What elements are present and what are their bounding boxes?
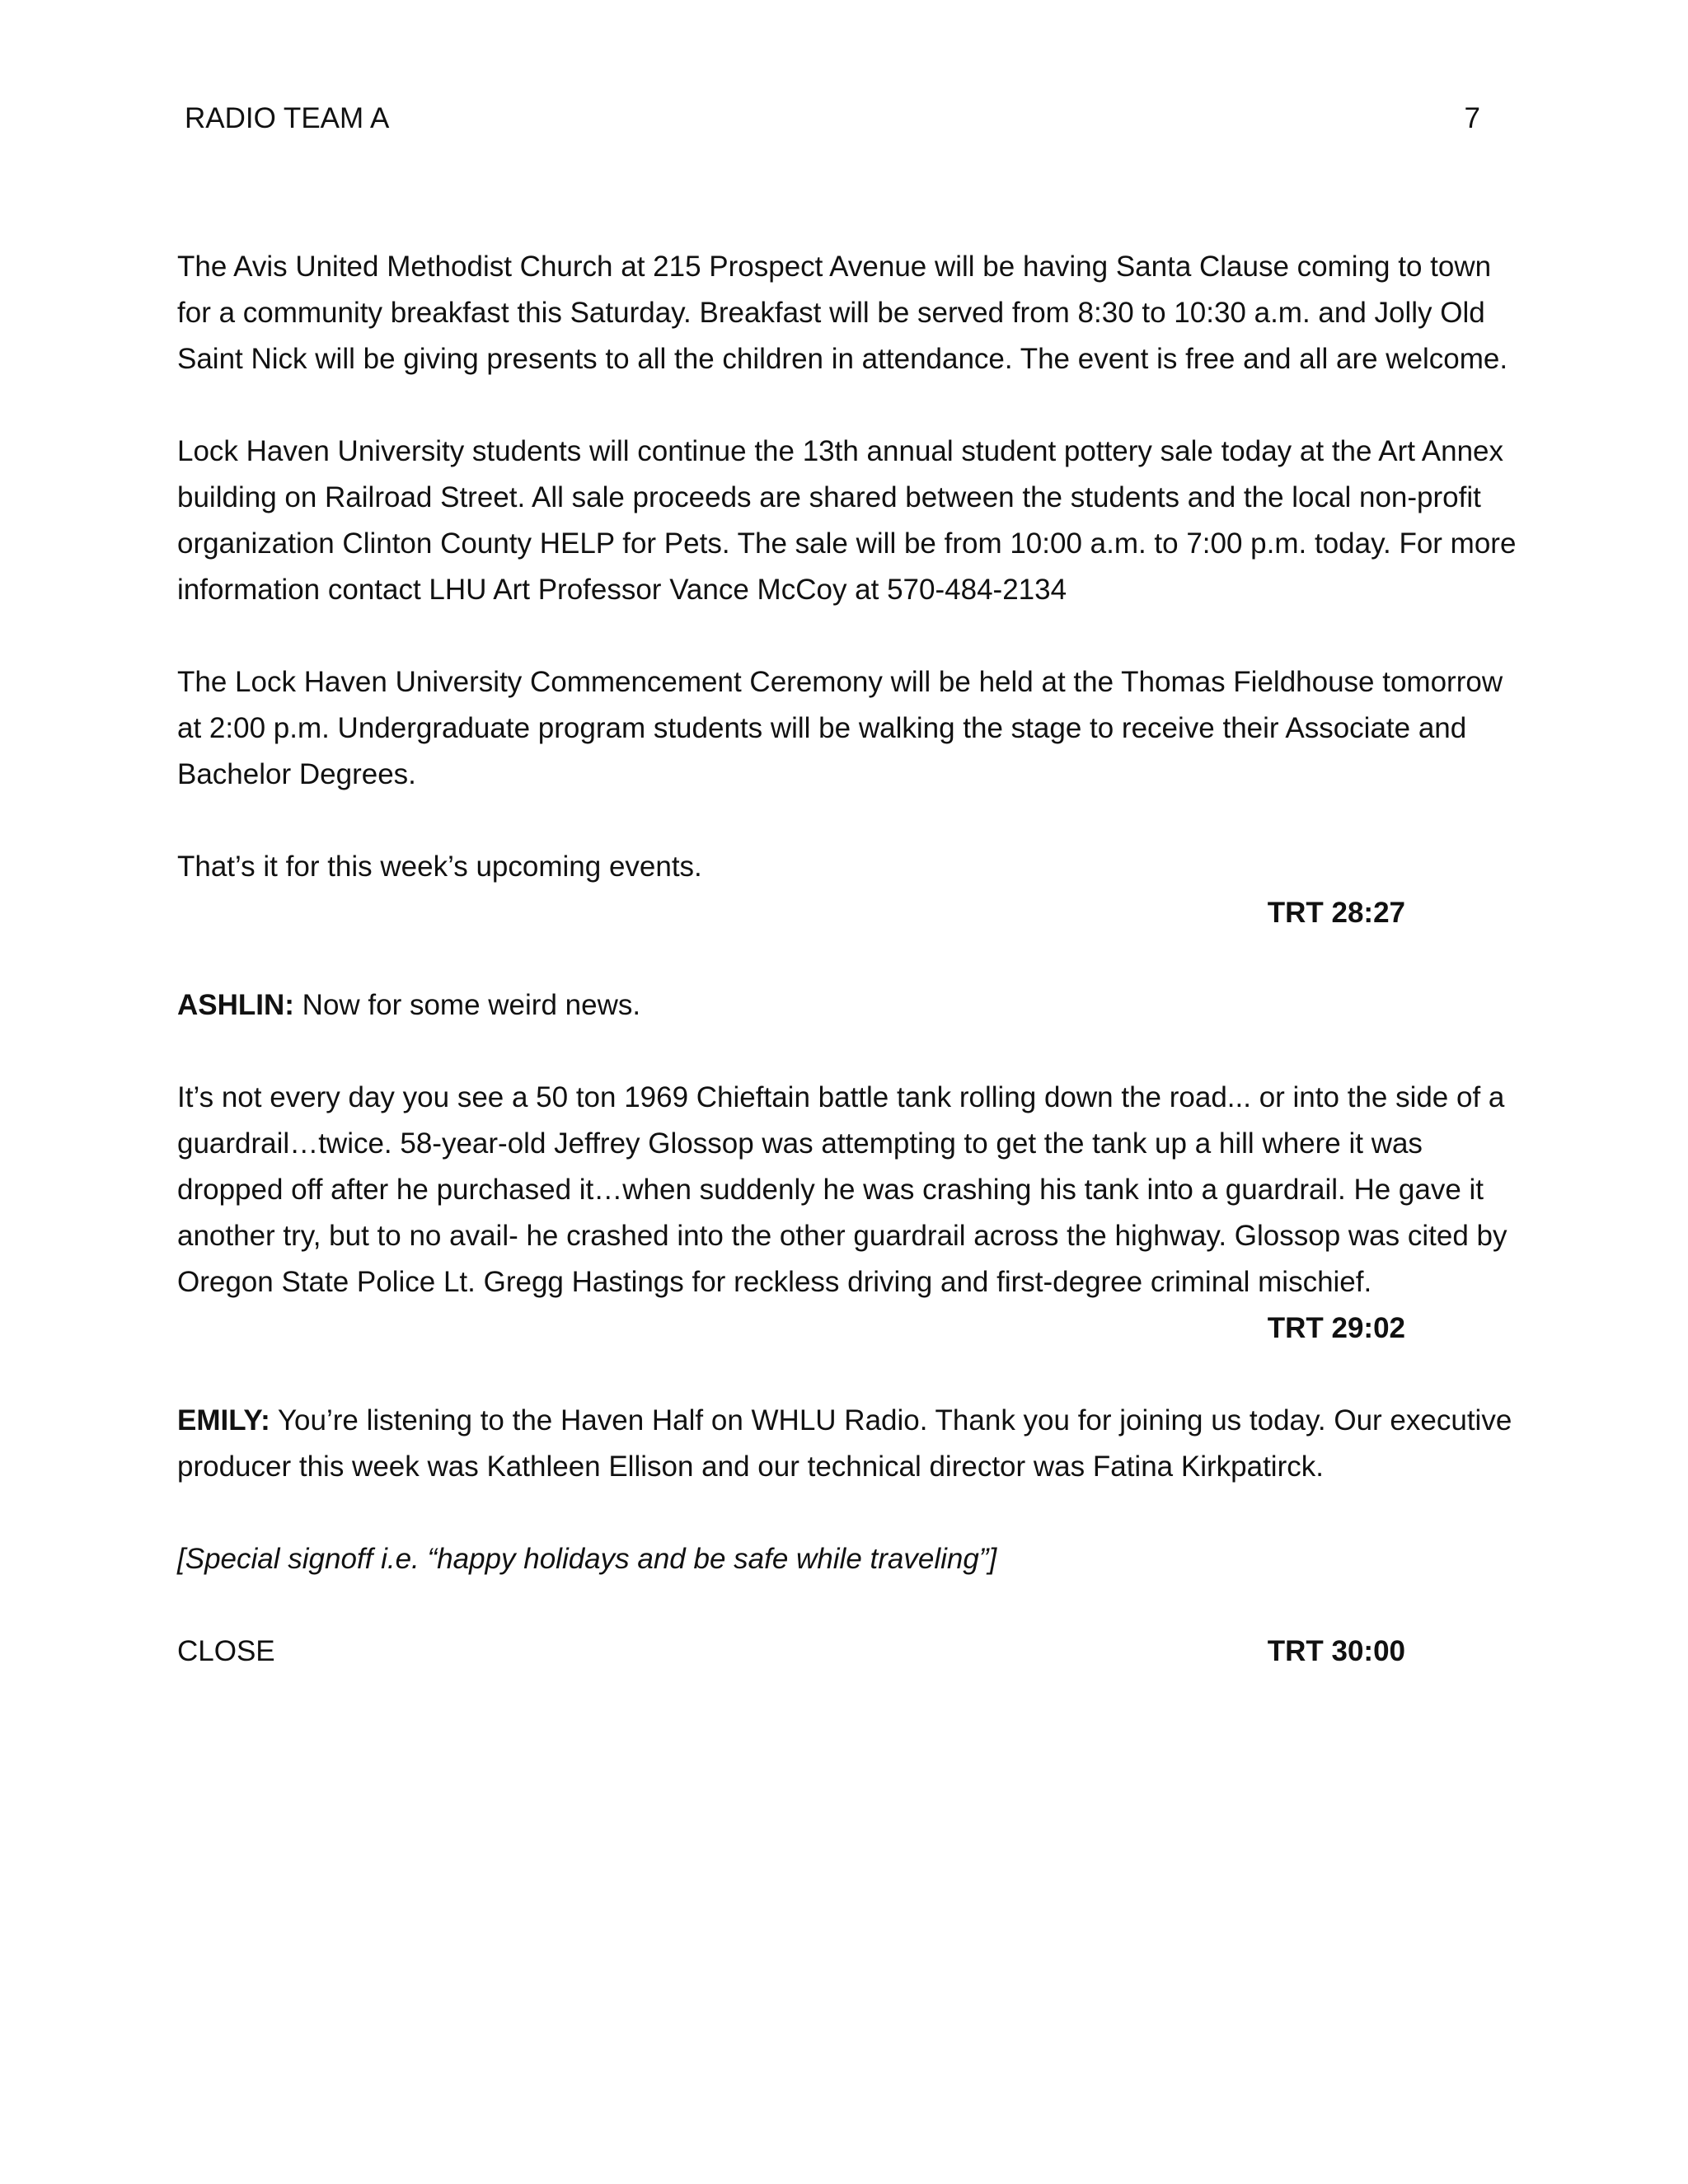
close-row — [177, 1629, 1521, 1675]
signoff-direction: [Special signoff i.e. “happy holidays and be safe while traveling”] — [177, 1543, 997, 1575]
close-label: CLOSE — [177, 1635, 275, 1667]
ashlin-text: Now for some weird news. — [293, 989, 641, 1021]
paragraph-tank-story: It’s not every day you see a 50 ton 1969 Chieftain battle tank rolling down the road... or into the side of a guardrail…twice. 58-year-old Jeffrey Glossop was attempting to get the tank up a hill where it was dropped off after he purchased it…when suddenly he was crashing his tank into a guardrail. He gave it another try, but to no avail- he crashed into the other guardrail across the highway. Glossop was cited by Oregon State Police Lt. Gregg Hastings for reckless driving and first-degree criminal mischief. — [177, 1081, 1507, 1298]
speaker-ashlin: ASHLIN: — [177, 989, 294, 1021]
trt-marker-1: TRT 28:27 — [1267, 897, 1405, 929]
paragraph-pottery-sale: Lock Haven University students will continue the 13th annual student pottery sale today at the Art Annex building on Railroad Street. All sale proceeds are shared between the students and the local non-profit organization Clinton County HELP for Pets. The sale will be from 10:00 a.m. to 7:00 p.m. today. For more information contact LHU Art Professor Vance McCoy at 570-484-2134 — [177, 435, 1517, 606]
trt-marker-3: TRT 30:00 — [1267, 1635, 1405, 1667]
header-title: RADIO TEAM A — [185, 102, 390, 134]
paragraph-commencement: The Lock Haven University Commencement Ceremony will be held at the Thomas Fieldhouse tomorrow at 2:00 p.m. Undergraduate program students will be walking the stage to receive their Associate and Bachelor Degrees. — [177, 666, 1503, 790]
paragraph-church-breakfast: The Avis United Methodist Church at 215 Prospect Avenue will be having Santa Clause coming to town for a community breakfast this Saturday. Breakfast will be served from 8:30 to 10:30 a.m. and Jolly Old Saint Nick will be giving presents to all the children in attendance. The event is free and all are welcome. — [177, 251, 1508, 375]
page-header — [185, 102, 1480, 135]
speaker-emily: EMILY: — [177, 1404, 270, 1436]
paragraph-events-wrapup: That’s it for this week’s upcoming events. — [177, 851, 702, 883]
emily-text: You’re listening to the Haven Half on WHLU Radio. Thank you for joining us today. Our executive producer this week was Kathleen Ellison and our technical director was Fatina Kirkpatirck. — [177, 1404, 1512, 1483]
trt-marker-2: TRT 29:02 — [1267, 1312, 1405, 1344]
script-body — [177, 244, 1521, 1675]
ashlin-line — [177, 982, 1521, 1029]
page-number: 7 — [1464, 102, 1480, 134]
emily-line — [177, 1398, 1521, 1490]
